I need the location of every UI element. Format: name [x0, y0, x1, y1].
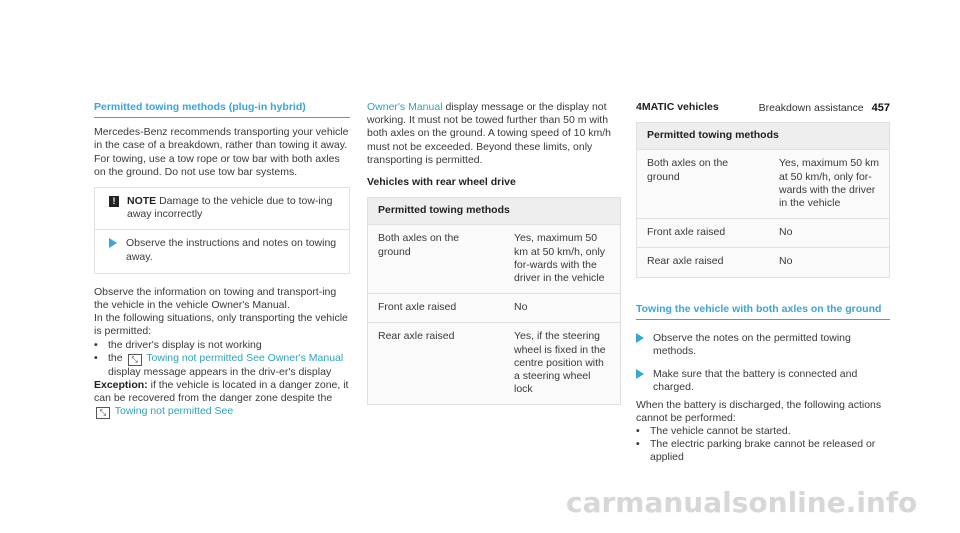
table-row	[637, 248, 889, 277]
list-item	[94, 352, 350, 379]
table-cell: No	[504, 294, 620, 323]
note-text: Damage to the vehicle due to tow-ing away incorrectly	[127, 195, 333, 221]
bullet-icon: •	[94, 338, 98, 351]
bullet-text: The vehicle cannot be started.	[650, 425, 791, 438]
subheading-rear-wheel-drive: Vehicles with rear wheel drive	[367, 176, 516, 189]
table-header: Permitted towing methods	[637, 123, 889, 150]
display-message: Owner's Manual	[367, 101, 443, 113]
list-item	[94, 339, 350, 352]
table-cell: Yes, if the steering wheel is fixed in the centre position with a steering wheel lock	[514, 330, 606, 396]
watermark-logo: carmanualsonline.info	[566, 486, 918, 519]
display-message: Towing not permitted See	[114, 405, 234, 418]
bullet-icon: •	[636, 438, 640, 451]
note-header	[95, 188, 349, 229]
bullet-text: the driver's display is not working	[108, 338, 262, 351]
column-right	[636, 0, 890, 465]
warning-icon: !	[109, 196, 119, 207]
step-arrow-icon	[636, 333, 644, 343]
section-title: Breakdown assistance	[758, 102, 864, 114]
tow-warning-icon: ⤡	[128, 354, 142, 366]
table-cell: Rear axle raised	[378, 330, 455, 343]
step-text: Make sure that the battery is connected and charged.	[653, 368, 858, 394]
section-heading-permitted-towing: Permitted towing methods (plug-in hybrid)	[94, 101, 350, 118]
note-label: NOTE	[127, 195, 157, 208]
table-cell: Yes, maximum 50 km at 50 km/h, only for-wards with the driver in the vehicle	[504, 225, 620, 294]
section-heading-both-axles: Towing the vehicle with both axles on the ground	[636, 303, 890, 320]
paragraph-continued	[367, 101, 621, 167]
page-number: 457	[871, 102, 890, 114]
table-row	[368, 225, 620, 294]
note-step-text: Observe the instructions and notes on towing away.	[126, 237, 337, 263]
list-item	[636, 438, 890, 464]
bullet-text-2	[108, 352, 350, 379]
step-item	[636, 368, 890, 394]
exception-text: if the vehicle is located in a danger zone, it can be recovered from the danger zone despite the	[94, 379, 349, 405]
towing-table-rwd	[367, 197, 621, 405]
table-cell: Both axles on the ground	[637, 150, 769, 219]
step-text: Observe the notes on the permitted towing methods.	[653, 331, 851, 358]
table-cell: Front axle raised	[368, 294, 504, 323]
column-middle	[367, 0, 621, 405]
paragraph-situations: In the following situations, only transporting the vehicle is permitted:	[94, 312, 348, 338]
table-cell: Yes, maximum 50 km at 50 km/h, only for-wards with the driver in the vehicle	[769, 150, 889, 219]
note-content	[127, 195, 339, 221]
table-row	[368, 294, 620, 323]
table-header: Permitted towing methods	[368, 198, 620, 225]
paragraph-battery: When the battery is discharged, the following actions cannot be performed:	[636, 398, 882, 424]
column-left	[94, 0, 350, 419]
table-row	[368, 323, 620, 405]
paragraph-recommend: Mercedes-Benz recommends transporting your vehicle in the case of a breakdown, rather than towing it away.	[94, 126, 349, 152]
paragraph-exception	[94, 379, 350, 419]
note-box	[94, 187, 350, 274]
step-item	[636, 332, 890, 358]
note-step	[95, 229, 349, 272]
continued-text: display message or the display not working. It must not be towed further than 50 m with both axles on the ground. A towing speed of 10 km/h must not be exceeded. Beyond these limits, only transporting is permitted.	[367, 101, 612, 166]
table-cell: Both axles on the ground	[368, 225, 504, 294]
bullet-icon: •	[636, 425, 640, 438]
subheading-4matic: 4MATIC vehicles	[636, 101, 719, 113]
step-arrow-icon	[109, 238, 117, 248]
table-cell: No	[779, 255, 793, 268]
bullet-icon: •	[94, 351, 98, 364]
display-message: Towing not permitted See Owner's Manual	[146, 351, 344, 364]
paragraph-observe: Observe the information on towing and transport-ing the vehicle in the vehicle Owner's Manual.	[94, 285, 337, 312]
table-row	[637, 219, 889, 248]
table-cell: Rear axle raised	[647, 255, 724, 268]
bullet-suffix: display message appears in the driv-er's display	[108, 365, 332, 378]
paragraph-tow-rope: For towing, use a tow rope or tow bar with both axles on the ground. Do not use tow bar systems.	[94, 152, 340, 178]
bullet-prefix: the	[108, 351, 123, 364]
tow-warning-icon: ⤡	[96, 407, 110, 419]
table-cell: Front axle raised	[637, 219, 769, 248]
table-cell: No	[769, 219, 889, 248]
exception-label: Exception:	[94, 379, 148, 392]
list-item	[636, 425, 890, 438]
table-row	[637, 150, 889, 219]
step-arrow-icon	[636, 369, 644, 379]
towing-table-4matic	[636, 122, 890, 277]
bullet-text: The electric parking brake cannot be released or applied	[650, 438, 876, 464]
